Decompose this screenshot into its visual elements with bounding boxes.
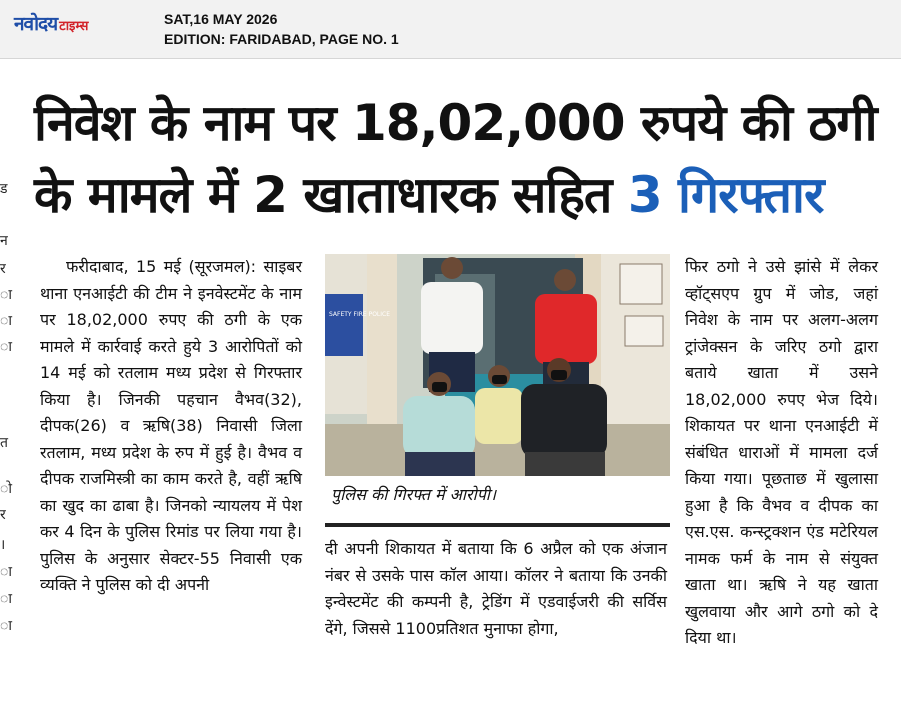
edge-fragment: ा [0, 591, 12, 607]
edge-fragment: ा [0, 618, 12, 634]
edge-fragment: ा [0, 313, 12, 329]
logo-main-text: नवोदय [14, 13, 58, 35]
article-column-right: फिर ठगो ने उसे झांसे में लेकर व्हॉट्सएप ग्रुप में जोड, जहां निवेश के नाम पर अलग-अलग ट्रांजेक्सन के जरिए ठगो द्वारा बताये खाता में उसने 18,02,000 रुपए भेज दिये। शिकायत पर थाना एनआईटी में संबंधित धाराओं में मामला दर्ज किया गया। पूछताछ में खुलासा हुआ है कि वैभव व दीपक का एस.एस. कन्स्ट्रक्शन एंड मटेरियल नामक फर्म के नाम से संयुक्त खाता था। ऋषि ने यह खाता खुलवाया और आगे ठगो को दे दिया था। [685, 257, 878, 647]
article-column-left: फरीदाबाद, 15 मई (सूरजमल): साइबर थाना एनआईटी की टीम ने इनवेस्टमेंट के नाम पर 18,02,000 रुपए की ठगी के एक मामले में कार्रवाई करते हुये 3 आरोपितों को 14 मई को रतलाम मध्य प्रदेश से गिरफ्तार किया है। जिनकी पहचान वैभव(32), दीपक(26) व ऋषि(38) निवासी जिला रतलाम, मध्य प्रदेश के रुप में हुई है। वैभव व दीपक राजमिस्त्री का काम करते है, वहीं ऋषि का खुद का ढाबा है। जिनको न्यायलय में पेश कर 4 दिन के पुलिस रिमांड पर लिया गया है। पुलिस के अनुसार सेक्टर-55 निवासी एक व्यक्ति ने पुलिस को दी अपनी [40, 257, 302, 594]
edition-date: SAT,16 MAY 2026 [164, 11, 278, 27]
article-column-middle: दी अपनी शिकायत में बताया कि 6 अप्रैल को एक अंजान नंबर से उसके पास कॉल आया। कॉलर ने बताया कि उनकी इन्वेस्टमेंट की कम्पनी है, ट्रेडिंग में एडवाईजरी की सर्विस देंगे, जिससे 1100प्रतिशत मुनाफा होगा, [325, 539, 667, 638]
headline-line-2-main: के मामले में 2 खाताधारक सहित [34, 166, 612, 224]
article-headline [34, 87, 884, 231]
edge-fragment: ा [0, 287, 12, 303]
article-photo[interactable] [325, 254, 670, 476]
column-divider-rule [325, 523, 670, 527]
sign-text: SAFETY FIRE POLICE [329, 311, 391, 318]
edition-info [164, 9, 399, 49]
edition-header [0, 0, 901, 59]
edition-page: EDITION: FARIDABAD, PAGE NO. 1 [164, 31, 399, 47]
newspaper-logo[interactable] [14, 10, 89, 35]
headline-line-1: निवेश के नाम पर 18,02,000 रुपये की ठगी [34, 94, 877, 152]
headline-accent: 3 गिरफ्तार [627, 166, 824, 224]
headline-line-2 [34, 159, 884, 231]
edge-fragment: ा [0, 339, 12, 355]
edge-fragment: र [0, 507, 6, 523]
edge-fragment: । [0, 537, 6, 553]
edge-fragment: ा [0, 564, 12, 580]
adjacent-article-edge [0, 59, 10, 723]
edge-fragment: र [0, 261, 6, 277]
edge-fragment: ो [0, 481, 12, 497]
edge-fragment: न [0, 233, 8, 249]
edge-fragment: त [0, 435, 8, 451]
edge-fragment: ड [0, 181, 8, 197]
photo-caption: पुलिस की गिरफ्त में आरोपी। [331, 485, 497, 504]
logo-sub-text: टाइम्स [59, 19, 89, 34]
newspaper-page [0, 59, 901, 723]
accused-group-photo [325, 254, 670, 476]
